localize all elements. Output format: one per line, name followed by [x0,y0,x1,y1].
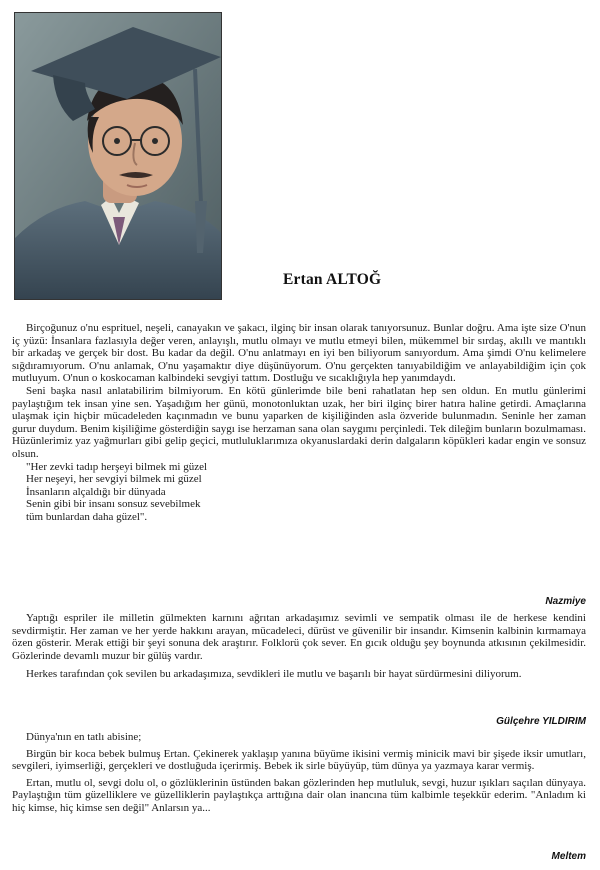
tribute-section-3 [12,731,586,815]
signature-gulcehre: Gülçehre YILDIRIM [496,716,586,727]
paragraph: Birgün bir koca bebek bulmuş Ertan. Çekinerek yaklaşıp yanına büyüme ikisini vermiş minicik mavi bir şişede iksir umutları, sevgileri, iyimserliği, gerçekleri ve dostluğuda içerirmiş. Bebek ik sirle büyüyüp, tüm dünya ya yazmaya karar vermiş. [12,747,586,773]
paragraph: Birçoğunuz o'nu esprituel, neşeli, canayakın ve şakacı, ilginç bir insan olarak tanıyorsunuz. Bunlar doğru. Ama işte size O'nun iç yüzü: İnsanlara fazlasıyla değer veren, anlayışlı, mutlu olmayı ve mutlu etmeyi bilen, mükemmel bir sırdaş, akıllı ve mantıklı bir arkadaş ve gerçek bir dost. Bu kadar da değil. O'nu anlatmayı en iyi ben biliyorum sanıyordum. Ama şimdi O'nu kelimelere sığdıramıyorum. O'nu anlamak, O'nu yaşamaktır diye düşünüyorum. O'nu gerçekten tanıyabildiğim ve anlayabildiğim için çok mutluyum. O'nun o koskocaman kalbindeki sevgiyi tattım. Dostluğu ve sıcaklığıyla hep yanımdaydı. [12,322,586,385]
poem-line: İnsanların alçaldığı bir dünyada [26,485,166,498]
portrait-photo [14,12,222,300]
paragraph: Herkes tarafından çok sevilen bu arkadaşımıza, sevdikleri ile mutlu ve başarılı bir hayat sürdürmesini diliyorum. [26,668,522,681]
greeting: Dünya'nın en tatlı abisine; [26,731,142,743]
poem-line: Senin gibi bir insanı sonsuz sevebilmek [26,498,201,511]
paragraph: Seni başka nasıl anlatabilirim bilmiyorum. En kötü günlerimde bile beni rahatlatan hep sen oldun. En mutlu günlerimi paylaştığım tek insan yine sen. Yaşadığım her günü, monotonluktan uzak, her biri ilginç birer hatıra haline getirdi. Amaçlarına ulaşmak için hiçbir mücadeleden kaçınmadın ve bunu yaparken de kişiliğinden asla özveride bulunmadın. Seninle her zaman gurur duydum. Benim kişiliğime gösterdiğin saygı ise herzaman sana olan saygımı perçinledi. Tek dileğim bunların bozulmaması. Hüzünlerimiz yaz yağmurları gibi gelip geçici, mutluluklarımıza okyanuslardaki derin dalgaların köpükleri kadar engin ve sonsuz olsun. [12,384,586,460]
paragraph: Ertan, mutlu ol, sevgi dolu ol, o gözlüklerinin üstünden bakan gözlerinden hep mutluluk, sevgi, huzur ışıkları saçılan dünyaya. Paylaştığın tüm güzelliklere ve güzelliklerin paylaştıkça arttığına dair olan inancına tüm kalbimle teşekkür ederim. "Anladım ki hiç kimse, hiç kimse sen değil" Anlarsın ya... [12,776,586,814]
poem [26,461,586,524]
tribute-section-2 [12,612,586,681]
paragraph: Yaptığı espriler ile milletin gülmekten karnını ağrıtan arkadaşımız sevimli ve sempatik olması ile de herkese kendini sevdirmiştir. Her zaman ve her yerde hakkını arayan, mücadeleci, dürüst ve güvenilir bir insandır. Kimsenin kalbinin kırmamaya özen gösterir. Merak ettiği bir şeyi sonuna dek araştırır. Folklorü çok sever. En gıcık olduğu şey boynunda atkısının çekilmesidir. Gözlerinde devamlı muzur bir gülüş vardır. [12,612,586,662]
tribute-section-1 [12,322,586,524]
person-name: Ertan ALTOĞ [283,271,382,288]
poem-line: "Her zevki tadıp herşeyi bilmek mi güzel [26,460,208,473]
graduate-portrait-illustration [15,13,222,300]
signature-nazmiye: Nazmiye [545,596,586,607]
signature-meltem: Meltem [551,851,586,862]
poem-line: tüm bunlardan daha güzel". [26,510,148,523]
poem-line: Her neşeyi, her sevgiyi bilmek mi güzel [26,473,202,486]
